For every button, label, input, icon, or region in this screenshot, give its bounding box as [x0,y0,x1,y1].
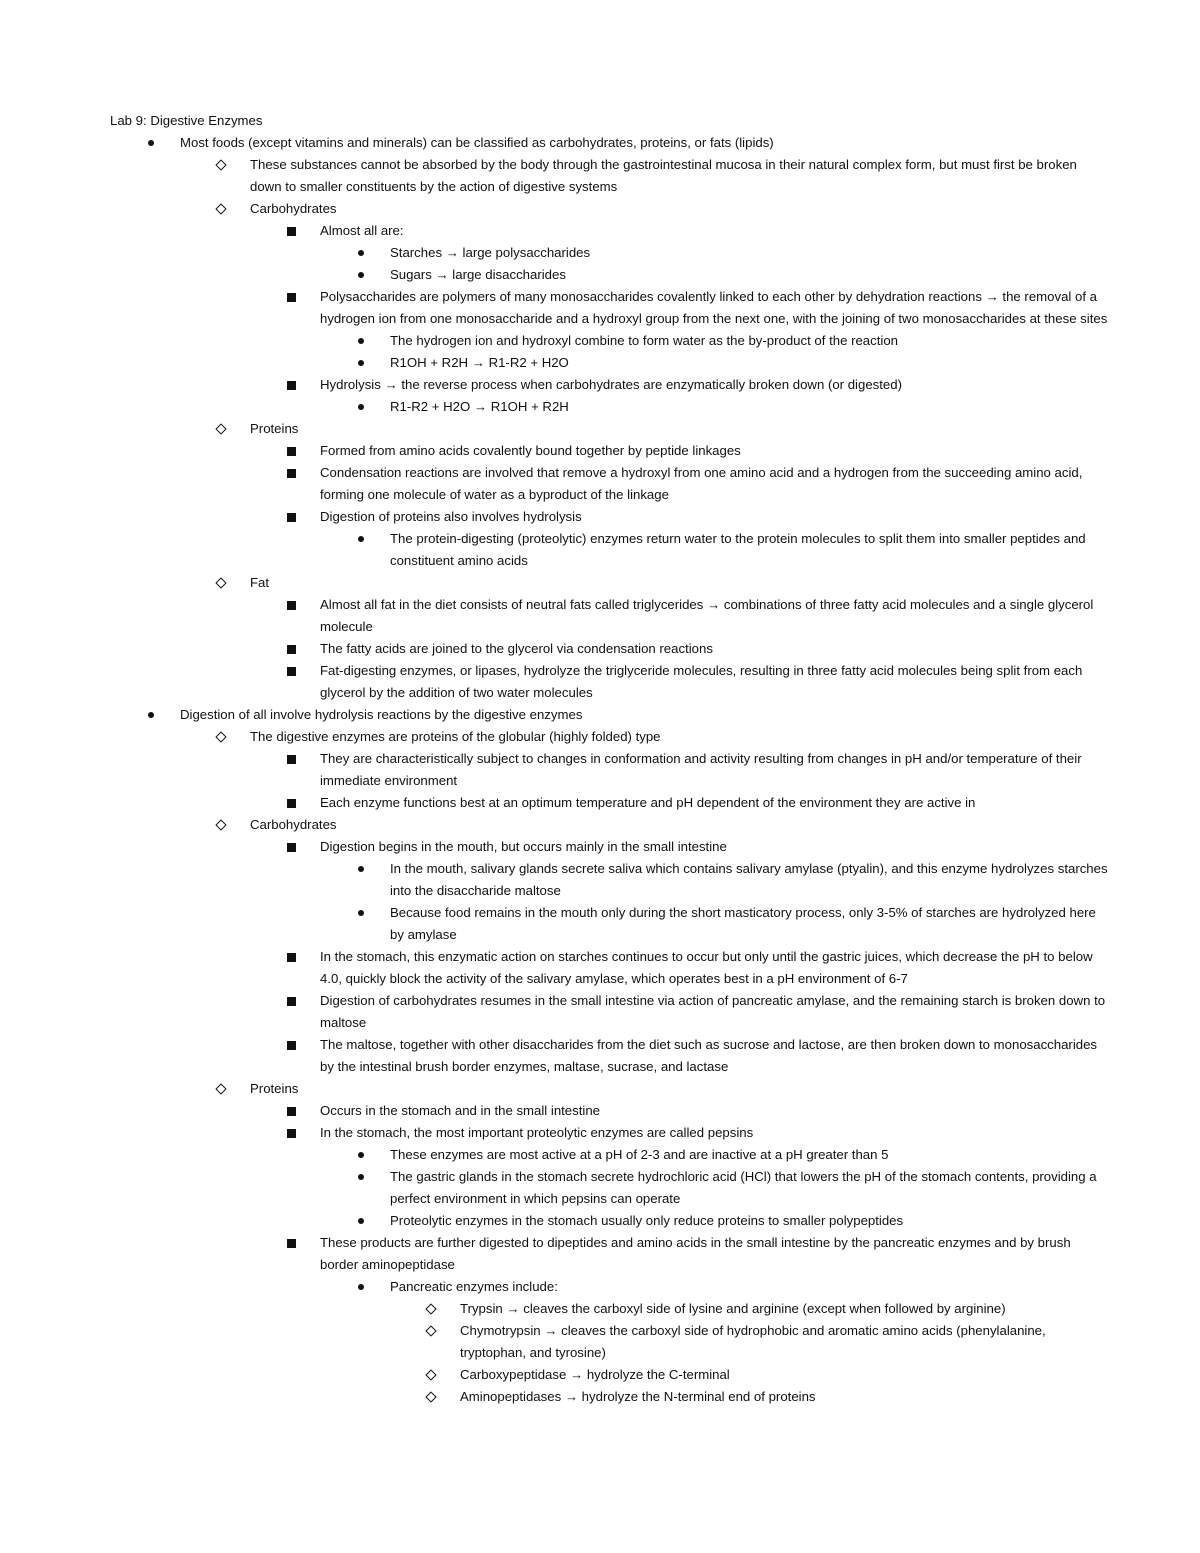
bullet-diamond-icon [214,572,228,594]
bullet-dot-icon [354,352,368,374]
list-item-text: In the mouth, salivary glands secrete saliva which contains salivary amylase (ptyalin), and this enzyme hydrolyzes starches into the disaccharide maltose [390,861,1108,898]
bullet-square-icon [284,506,298,528]
document-title: Lab 9: Digestive Enzymes [110,113,263,128]
list-item [180,814,1110,1078]
list-item-text: Fat-digesting enzymes, or lipases, hydrolyze the triglyceride molecules, resulting in three fatty acid molecules being split from each glycerol by the addition of two water molecules [320,663,1083,700]
sub-list [180,594,1110,704]
list-item [250,1122,1110,1232]
sub-list [250,330,1110,374]
list-item [320,858,1110,902]
list-item-text: Almost all are: [320,223,404,238]
list-item-text: Proteins [250,421,299,436]
bullet-square-icon [284,660,298,682]
list-item [250,374,1110,418]
bullet-square-icon [284,990,298,1012]
list-item [320,264,1110,286]
sub-list [180,440,1110,572]
bullet-square-icon [284,220,298,242]
bullet-dot-icon [354,1210,368,1232]
bullet-square-icon [284,1122,298,1144]
list-item [180,198,1110,418]
list-item [250,990,1110,1034]
list-item [320,242,1110,264]
bullet-square-icon [284,1034,298,1056]
list-item [320,396,1110,418]
list-item-text: The protein-digesting (proteolytic) enzymes return water to the protein molecules to split them into smaller peptides and constituent amino acids [390,531,1086,568]
list-item [250,1232,1110,1408]
bullet-dot-icon [354,1144,368,1166]
list-item [180,572,1110,704]
bullet-dot-icon [354,396,368,418]
list-item-text: Almost all fat in the diet consists of neutral fats called triglycerides → combinations of three fatty acid molecules and a single glycerol molecule [320,597,1094,634]
list-item [250,1034,1110,1078]
list-item [390,1298,1110,1320]
list-item [250,748,1110,792]
list-item-text: Each enzyme functions best at an optimum temperature and pH dependent of the environment they are active in [320,795,976,810]
list-item [250,638,1110,660]
list-item-text: Formed from amino acids covalently bound together by peptide linkages [320,443,741,458]
sub-list [110,154,1110,704]
list-item [250,286,1110,374]
bullet-square-icon [284,792,298,814]
list-item-text: Carboxypeptidase → hydrolyze the C-terminal [460,1367,730,1382]
list-item-text: Carbohydrates [250,817,337,832]
list-item [250,1100,1110,1122]
list-item-text: Trypsin → cleaves the carboxyl side of lysine and arginine (except when followed by arginine) [460,1301,1006,1316]
sub-list [250,242,1110,286]
sub-list [250,528,1110,572]
sub-list [250,858,1110,946]
bullet-diamond-icon [424,1364,438,1386]
list-item-text: Digestion begins in the mouth, but occurs mainly in the small intestine [320,839,727,854]
bullet-diamond-icon [214,198,228,220]
bullet-dot-icon [354,1166,368,1188]
bullet-square-icon [284,440,298,462]
list-item [250,220,1110,286]
bullet-diamond-icon [424,1386,438,1408]
list-item [320,1166,1110,1210]
list-item [250,506,1110,572]
document-body [110,110,1110,1408]
list-item [110,704,1110,1408]
bullet-dot-icon [354,528,368,550]
list-item-text: Proteins [250,1081,299,1096]
list-item-text: Proteolytic enzymes in the stomach usually only reduce proteins to smaller polypeptides [390,1213,904,1228]
list-item [320,528,1110,572]
list-item-text: Carbohydrates [250,201,337,216]
list-item-text: These enzymes are most active at a pH of 2-3 and are inactive at a pH greater than 5 [390,1147,889,1162]
list-item-text: Digestion of all involve hydrolysis reactions by the digestive enzymes [180,707,583,722]
list-item [250,660,1110,704]
bullet-diamond-icon [214,154,228,176]
list-item-text: Most foods (except vitamins and minerals) can be classified as carbohydrates, proteins, or fats (lipids) [180,135,774,150]
bullet-dot-icon [354,242,368,264]
bullet-square-icon [284,286,298,308]
list-item [320,1144,1110,1166]
list-item-text: Fat [250,575,270,590]
list-item [320,902,1110,946]
bullet-square-icon [284,1100,298,1122]
bullet-square-icon [284,836,298,858]
list-item [250,440,1110,462]
bullet-diamond-icon [214,1078,228,1100]
bullet-diamond-icon [214,418,228,440]
list-item [180,1078,1110,1408]
list-item-text: The fatty acids are joined to the glycerol via condensation reactions [320,641,713,656]
bullet-dot-icon [144,704,158,726]
list-item [250,946,1110,990]
list-item-text: These substances cannot be absorbed by the body through the gastrointestinal mucosa in their natural complex form, but must first be broken down to smaller constituents by the action of digestive systems [250,157,1077,194]
list-item-text: Chymotrypsin → cleaves the carboxyl side of hydrophobic and aromatic amino acids (phenylalanine, tryptophan, and tyrosine) [460,1323,1046,1360]
sub-list [320,1298,1110,1408]
list-item-text: The digestive enzymes are proteins of the globular (highly folded) type [250,729,661,744]
bullet-diamond-icon [214,814,228,836]
list-item-text: The gastric glands in the stomach secrete hydrochloric acid (HCl) that lowers the pH of the stomach contents, providing a perfect environment in which pepsins can operate [390,1169,1097,1206]
bullet-dot-icon [354,264,368,286]
bullet-square-icon [284,638,298,660]
list-item [250,462,1110,506]
bullet-dot-icon [354,902,368,924]
list-item [390,1364,1110,1386]
sub-list [110,726,1110,1408]
bullet-square-icon [284,748,298,770]
list-item-text: Digestion of proteins also involves hydrolysis [320,509,582,524]
list-item [180,154,1110,198]
list-item [320,1210,1110,1232]
list-item-text: Hydrolysis → the reverse process when carbohydrates are enzymatically broken down (or digested) [320,377,902,392]
sub-list [180,836,1110,1078]
list-item [250,792,1110,814]
bullet-dot-icon [144,132,158,154]
bullet-square-icon [284,594,298,616]
list-item [110,132,1110,704]
sub-list [180,748,1110,814]
list-item [180,726,1110,814]
bullet-dot-icon [354,1276,368,1298]
sub-list [180,1100,1110,1408]
bullet-diamond-icon [214,726,228,748]
list-item [390,1320,1110,1364]
bullet-square-icon [284,1232,298,1254]
list-item-text: Condensation reactions are involved that remove a hydroxyl from one amino acid and a hydrogen from the succeeding amino acid, forming one molecule of water as a byproduct of the linkage [320,465,1083,502]
list-item-text: Starches → large polysaccharides [390,245,591,260]
list-item-text: Polysaccharides are polymers of many monosaccharides covalently linked to each other by dehydration reactions → the removal of a hydrogen ion from one monosaccharide and a hydroxyl group from the next one, with the joining of two monosaccharides at these sites [320,289,1108,326]
bullet-dot-icon [354,858,368,880]
list-item-text: R1-R2 + H2O → R1OH + R2H [390,399,569,414]
list-item-text: R1OH + R2H → R1-R2 + H2O [390,355,569,370]
sub-list [180,220,1110,418]
bullet-square-icon [284,946,298,968]
list-item [320,1276,1110,1408]
list-item-text: In the stomach, this enzymatic action on starches continues to occur but only until the gastric juices, which decrease the pH to below 4.0, quickly block the activity of the salivary amylase, which operates best in a pH environment of 6-7 [320,949,1093,986]
list-item [250,594,1110,638]
list-item-text: Occurs in the stomach and in the small intestine [320,1103,601,1118]
list-item-text: Digestion of carbohydrates resumes in the small intestine via action of pancreatic amylase, and the remaining starch is broken down to maltose [320,993,1106,1030]
list-item [320,352,1110,374]
list-item-text: The maltose, together with other disaccharides from the diet such as sucrose and lactose, are then broken down to monosaccharides by the intestinal brush border enzymes, maltase, sucrase, and lactase [320,1037,1098,1074]
list-item-text: Because food remains in the mouth only during the short masticatory process, only 3-5% of starches are hydrolyzed here by amylase [390,905,1096,942]
sub-list [250,396,1110,418]
sub-list [250,1276,1110,1408]
list-item-text: Sugars → large disaccharides [390,267,566,282]
list-item [250,836,1110,946]
list-item [320,330,1110,352]
bullet-square-icon [284,374,298,396]
list-item-text: In the stomach, the most important proteolytic enzymes are called pepsins [320,1125,754,1140]
list-item-text: Aminopeptidases → hydrolyze the N-terminal end of proteins [460,1389,816,1404]
list-item [180,418,1110,572]
outline-list [110,132,1110,1408]
sub-list [250,1144,1110,1232]
list-item-text: The hydrogen ion and hydroxyl combine to form water as the by-product of the reaction [390,333,898,348]
bullet-diamond-icon [424,1320,438,1342]
bullet-diamond-icon [424,1298,438,1320]
list-item [390,1386,1110,1408]
bullet-square-icon [284,462,298,484]
list-item-text: These products are further digested to dipeptides and amino acids in the small intestine by the pancreatic enzymes and by brush border aminopeptidase [320,1235,1071,1272]
list-item-text: Pancreatic enzymes include: [390,1279,558,1294]
bullet-dot-icon [354,330,368,352]
list-item-text: They are characteristically subject to changes in conformation and activity resulting from changes in pH and/or temperature of their immediate environment [320,751,1082,788]
